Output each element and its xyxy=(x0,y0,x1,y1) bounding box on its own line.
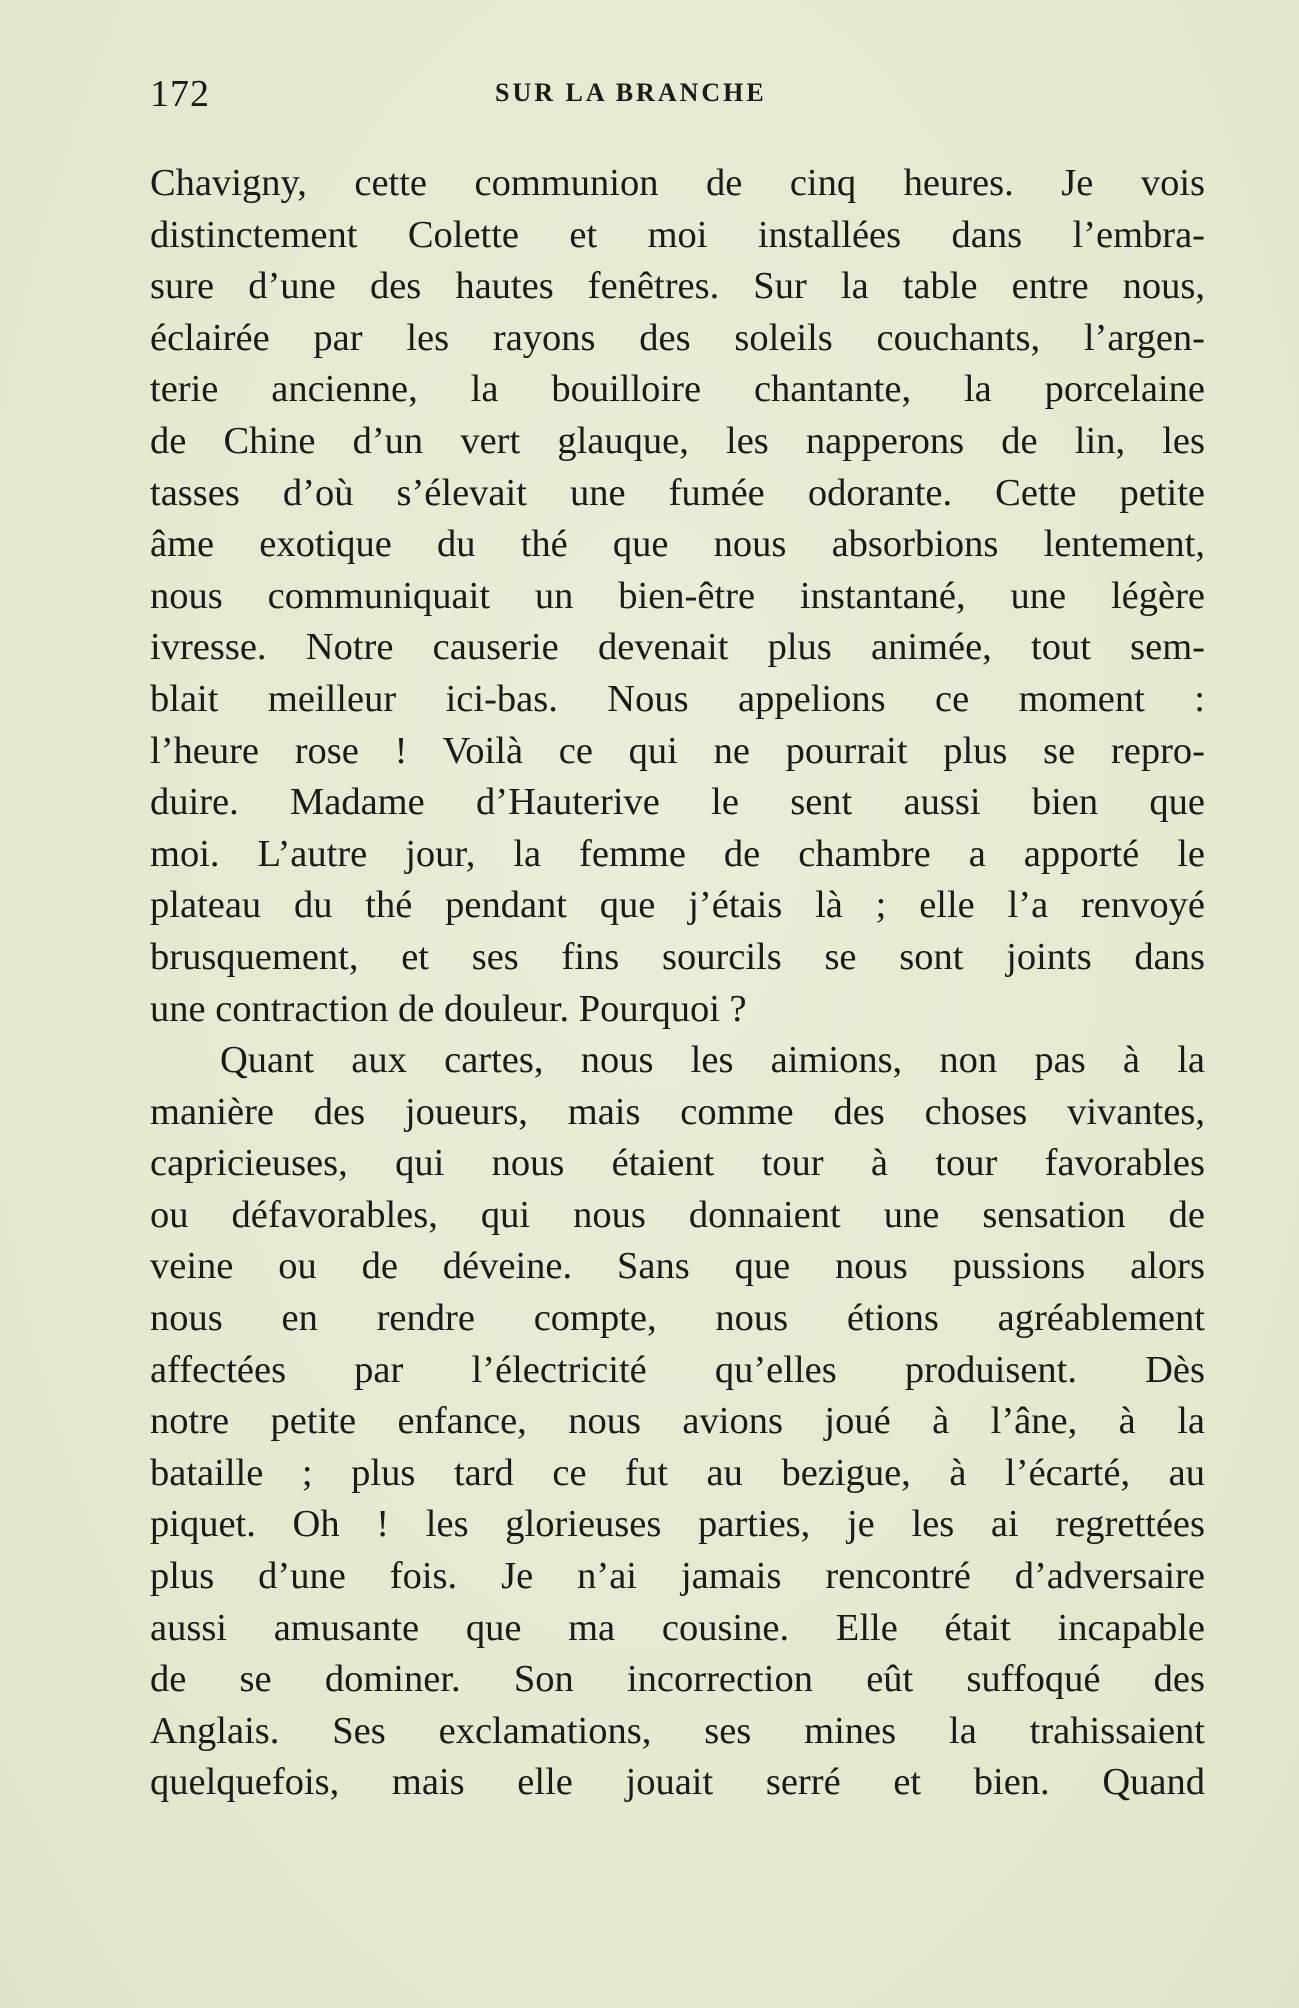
text-line: notre petite enfance, nous avions joué à l’âne, à la xyxy=(150,1400,1205,1443)
body-text xyxy=(150,158,1205,1809)
paragraph-end-line: une contraction de douleur. Pourquoi ? xyxy=(150,987,747,1030)
text-line: ivresse. Notre causerie devenait plus animée, tout sem- xyxy=(150,626,1205,669)
text-line: duire. Madame d’Hauterive le sent aussi bien que xyxy=(150,781,1205,824)
text-line: sure d’une des hautes fenêtres. Sur la table entre nous, xyxy=(150,265,1205,308)
running-head xyxy=(150,72,1205,122)
text-line: distinctement Colette et moi installées dans l’embra- xyxy=(150,213,1205,256)
text-line: brusquement, et ses fins sourcils se sont joints dans xyxy=(150,935,1205,978)
text-line: moi. L’autre jour, la femme de chambre a apporté le xyxy=(150,832,1205,875)
text-line: affectées par l’électricité qu’elles produisent. Dès xyxy=(150,1348,1205,1391)
text-line: piquet. Oh ! les glorieuses parties, je les ai regrettées xyxy=(150,1503,1205,1546)
text-line: terie ancienne, la bouilloire chantante, la porcelaine xyxy=(150,368,1205,411)
paragraph-start-line: Quant aux cartes, nous les aimions, non pas à la xyxy=(220,1039,1205,1082)
text-line: l’heure rose ! Voilà ce qui ne pourrait plus se repro- xyxy=(150,729,1205,772)
text-line: tasses d’où s’élevait une fumée odorante. Cette petite xyxy=(150,471,1205,514)
text-line: âme exotique du thé que nous absorbions lentement, xyxy=(150,523,1205,566)
text-line: de Chine d’un vert glauque, les napperons de lin, les xyxy=(150,419,1205,462)
text-line: bataille ; plus tard ce fut au bezigue, à l’écarté, au xyxy=(150,1451,1205,1494)
text-line: nous en rendre compte, nous étions agréablement xyxy=(150,1297,1205,1340)
text-line: veine ou de déveine. Sans que nous pussions alors xyxy=(150,1245,1205,1288)
text-line: Chavigny, cette communion de cinq heures. Je vois xyxy=(150,162,1205,204)
text-line: capricieuses, qui nous étaient tour à tour favorables xyxy=(150,1142,1205,1185)
text-line: plateau du thé pendant que j’étais là ; elle l’a renvoyé xyxy=(150,884,1205,927)
text-line: quelquefois, mais elle jouait serré et bien. Quand xyxy=(150,1761,1205,1804)
text-line: ou défavorables, qui nous donnaient une sensation de xyxy=(150,1193,1205,1236)
running-title: SUR LA BRANCHE xyxy=(495,78,767,107)
page-number: 172 xyxy=(150,73,210,115)
text-line: éclairée par les rayons des soleils couchants, l’argen- xyxy=(150,316,1205,359)
text-line: plus d’une fois. Je n’ai jamais rencontré d’adversaire xyxy=(150,1555,1205,1598)
text-line: nous communiquait un bien-être instantané, une légère xyxy=(150,574,1205,617)
text-line: manière des joueurs, mais comme des choses vivantes, xyxy=(150,1090,1205,1133)
text-line: aussi amusante que ma cousine. Elle était incapable xyxy=(150,1606,1205,1649)
text-line: Anglais. Ses exclamations, ses mines la trahissaient xyxy=(150,1709,1205,1752)
text-line: blait meilleur ici-bas. Nous appelions ce moment : xyxy=(150,677,1205,720)
text-line: de se dominer. Son incorrection eût suffoqué des xyxy=(150,1658,1205,1701)
